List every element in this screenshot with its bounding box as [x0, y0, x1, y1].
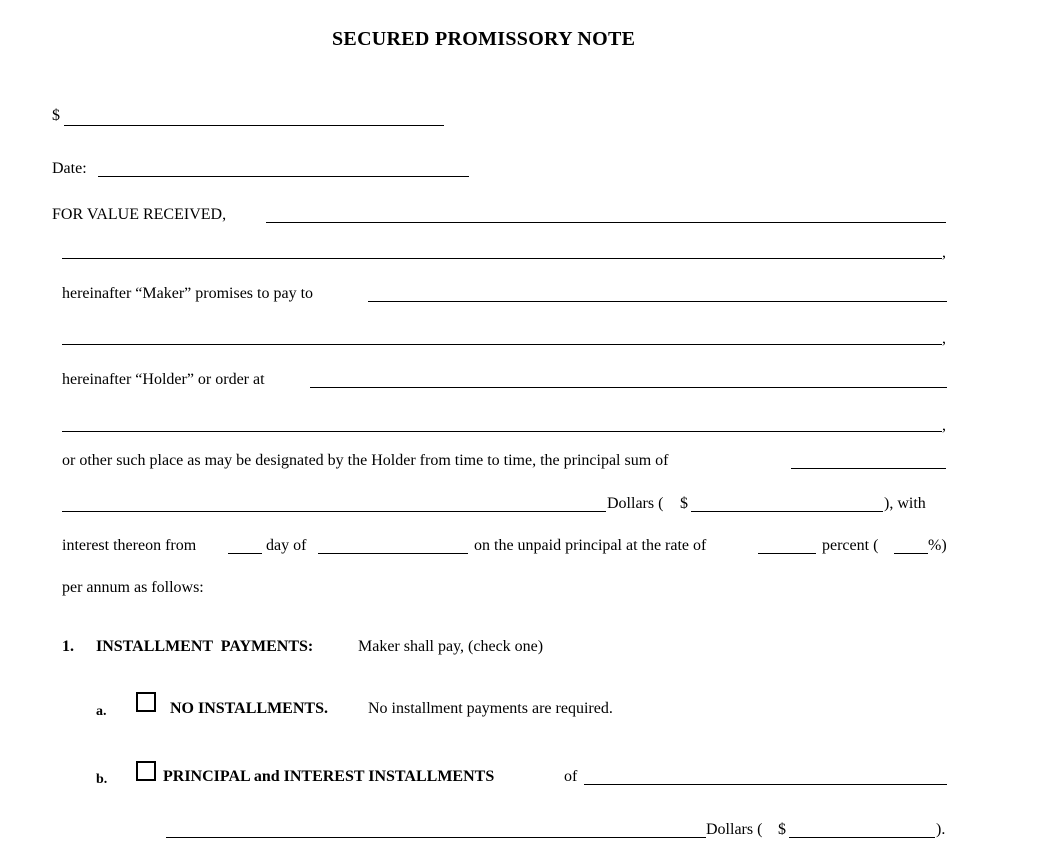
holder-name-field[interactable]: [368, 301, 947, 302]
option-a-heading: NO INSTALLMENTS.: [170, 700, 328, 717]
unpaid-label: on the unpaid principal at the rate of: [474, 537, 707, 554]
option-b-heading: PRINCIPAL and INTEREST INSTALLMENTS: [163, 768, 495, 785]
payment-address-field[interactable]: [310, 387, 947, 388]
amount-label: $: [52, 107, 60, 124]
principal-sum-amount-field[interactable]: [691, 511, 883, 512]
interest-from-label: interest thereon from: [62, 537, 197, 554]
value-received-label: FOR VALUE RECEIVED,: [52, 206, 227, 223]
option-a-letter: a.: [96, 704, 107, 719]
option-b-letter: b.: [96, 772, 108, 787]
no-installments-checkbox[interactable]: [136, 692, 156, 712]
date-label: Date:: [52, 160, 87, 177]
comma-3: ,: [942, 417, 946, 434]
percent-close-label: %): [928, 537, 947, 554]
option-b-dollars-label: Dollars (: [706, 821, 763, 838]
interest-rate-words-field[interactable]: [758, 553, 816, 554]
option-a-text: No installment payments are required.: [368, 700, 613, 717]
installment-amount-words-continued-field[interactable]: [166, 837, 706, 838]
dollar-sign: $: [680, 495, 688, 512]
maker-address-field[interactable]: [62, 258, 942, 259]
section-number: 1.: [62, 638, 74, 655]
holder-label: hereinafter “Holder” or order at: [62, 371, 265, 388]
interest-day-field[interactable]: [228, 553, 262, 554]
principal-sum-words-continued-field[interactable]: [62, 511, 606, 512]
payment-address-continued-field[interactable]: [62, 431, 942, 432]
installment-amount-words-field[interactable]: [584, 784, 947, 785]
interest-rate-number-field[interactable]: [894, 553, 928, 554]
section-heading: INSTALLMENT PAYMENTS:: [96, 638, 314, 655]
amount-field[interactable]: [64, 125, 444, 126]
maker-label: hereinafter “Maker” promises to pay to: [62, 285, 314, 302]
option-b-close: ).: [936, 821, 946, 838]
date-field[interactable]: [98, 176, 469, 177]
place-label: or other such place as may be designated by the Holder from time to time, the principal sum of: [62, 452, 669, 469]
dollars-label: Dollars (: [607, 495, 664, 512]
comma-2: ,: [942, 330, 946, 347]
maker-name-field[interactable]: [266, 222, 946, 223]
percent-label: percent (: [822, 537, 879, 554]
with-label: ), with: [884, 495, 926, 512]
document-title: SECURED PROMISSORY NOTE: [332, 28, 636, 50]
option-b-of: of: [564, 768, 578, 785]
comma-1: ,: [942, 244, 946, 261]
holder-name-continued-field[interactable]: [62, 344, 942, 345]
principal-sum-words-field[interactable]: [791, 468, 946, 469]
interest-month-field[interactable]: [318, 553, 468, 554]
option-b-dollar-sign: $: [778, 821, 786, 838]
day-of-label: day of: [266, 537, 307, 554]
installments-checkbox[interactable]: [136, 761, 156, 781]
installment-amount-field[interactable]: [789, 837, 935, 838]
section-text: Maker shall pay, (check one): [358, 638, 544, 655]
per-annum-label: per annum as follows:: [62, 579, 204, 596]
